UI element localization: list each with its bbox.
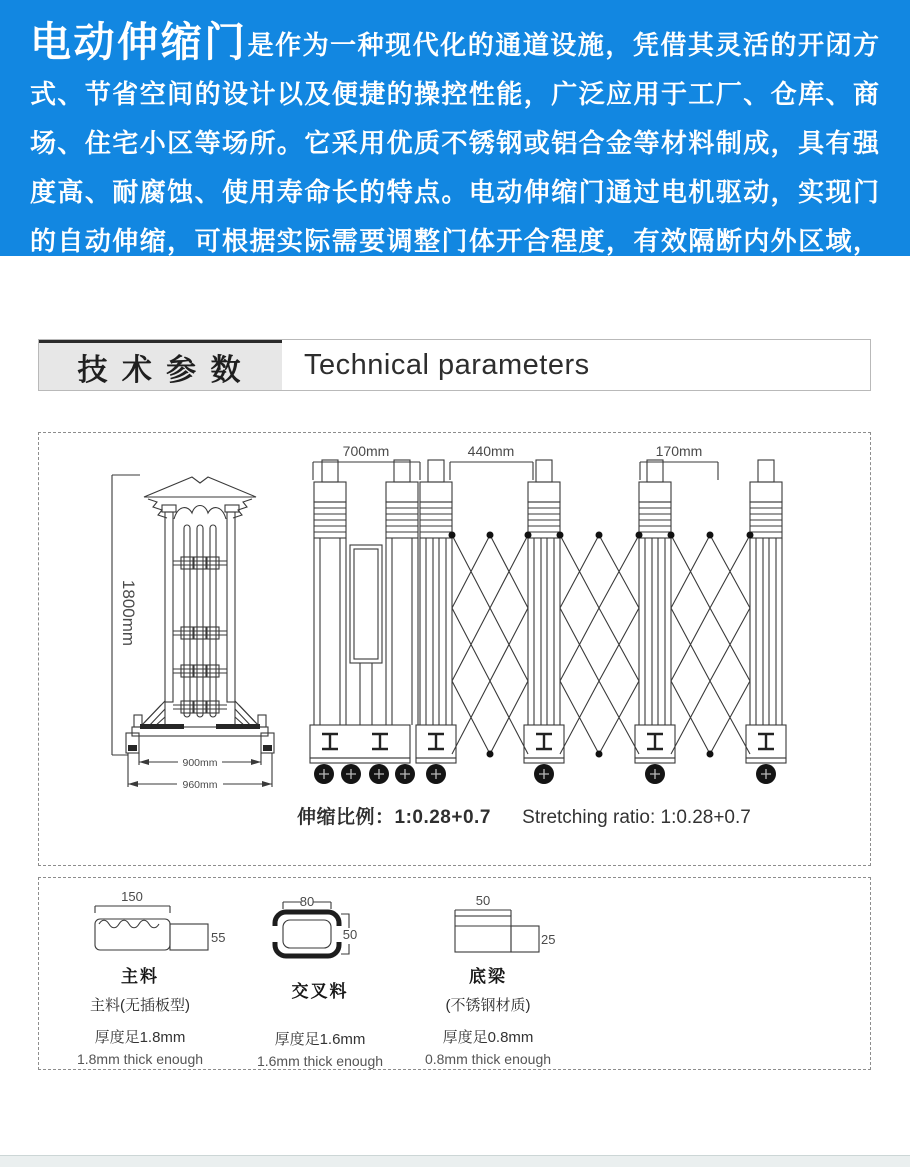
profile-bottom-thickness-zh: 厚度足0.8mm <box>442 1029 534 1046</box>
profile-main-name: 主料 <box>121 967 159 986</box>
profile-bottom-drawing <box>425 892 575 957</box>
dim-700mm <box>313 443 420 480</box>
profile-bottom-thickness-en: 0.8mm thick enough <box>424 1051 552 1067</box>
dim-960mm-label: 960mm <box>182 779 218 791</box>
profile-main-drawing <box>70 888 226 958</box>
profile-bottom-height-label: 25 <box>541 932 556 947</box>
profile-cross-name: 交叉料 <box>291 982 349 1001</box>
dim-1800mm-label: 1800mm <box>119 579 138 647</box>
gate-head-unit <box>310 460 418 784</box>
section-title-zh: 技 术 参 数 <box>77 353 244 387</box>
profile-main-width-label: 150 <box>121 889 143 904</box>
header-banner <box>0 0 910 305</box>
gate-roof <box>144 477 256 519</box>
dim-170mm-label: 170mm <box>655 443 703 459</box>
profile-cross-thickness-zh: 厚度足1.6mm <box>274 1031 366 1048</box>
profile-main-thickness-zh: 厚度足1.8mm <box>94 1029 186 1046</box>
header-paragraph <box>30 18 880 315</box>
dim-170mm <box>640 443 718 480</box>
profile-bottom-width-label: 50 <box>475 893 491 908</box>
gate-inner-bars <box>173 525 227 717</box>
scissor-lattice <box>557 532 643 758</box>
gate-front-view-drawing <box>82 455 317 810</box>
profile-main-thickness-en: 1.8mm thick enough <box>76 1051 204 1067</box>
gate-post <box>416 460 456 784</box>
dim-base-900 <box>139 753 261 769</box>
stretching-ratio-line <box>297 802 751 829</box>
dim-440mm-label: 440mm <box>467 443 515 459</box>
profile-main-sub: 主料(无插板型) <box>90 997 190 1014</box>
profile-main-height-label: 55 <box>211 930 226 945</box>
dim-440mm <box>450 443 533 480</box>
section-title-bar <box>38 339 871 391</box>
stretching-ratio-en: Stretching ratio: 1:0.28+0.7 <box>522 807 751 828</box>
gate-post <box>635 460 675 784</box>
profile-bottom-sub: (不锈钢材质) <box>445 997 531 1014</box>
dim-900mm-label: 900mm <box>182 757 218 769</box>
header-body: 是作为一种现代化的通道设施，凭借其灵活的开闭方式、节省空间的设计以及便捷的操控性能，广泛应用于工厂、仓库、商场、住宅小区等场所。它采用优质不锈钢或铝合金等材料制成，具有强度高、耐腐蚀、使用寿命长的特点。电动伸缩门通过电机驱动，实现门的自动伸缩，可根据实际需要调整门体开合程度，有效隔断内外区域，保障安全。 <box>30 30 880 305</box>
gate-post <box>746 460 786 784</box>
section-title-zh-box <box>39 340 282 390</box>
header-title: 电动伸缩门 <box>30 19 248 65</box>
gate-side-view-drawing <box>295 440 865 805</box>
scissor-lattice <box>668 532 754 758</box>
stretching-ratio-zh: 伸缩比例：1:0.28+0.7 <box>297 807 491 828</box>
dim-height-1800 <box>112 475 140 755</box>
profile-bottom-labels <box>393 962 583 1067</box>
profile-cross-height-label: 50 <box>342 927 358 942</box>
profile-main-labels <box>45 962 235 1067</box>
profile-cross-labels <box>225 962 415 1069</box>
profile-bottom-name: 底梁 <box>469 967 507 986</box>
scissor-lattice <box>449 532 532 758</box>
gate-post <box>524 460 564 784</box>
profile-cross-width-label: 80 <box>299 894 315 909</box>
section-title-en: Technical parameters <box>304 348 590 381</box>
dim-700mm-label: 700mm <box>342 443 390 459</box>
profile-cross-drawing <box>245 884 395 962</box>
footer-strip <box>0 1155 910 1167</box>
profile-cross-thickness-en: 1.6mm thick enough <box>256 1053 384 1069</box>
